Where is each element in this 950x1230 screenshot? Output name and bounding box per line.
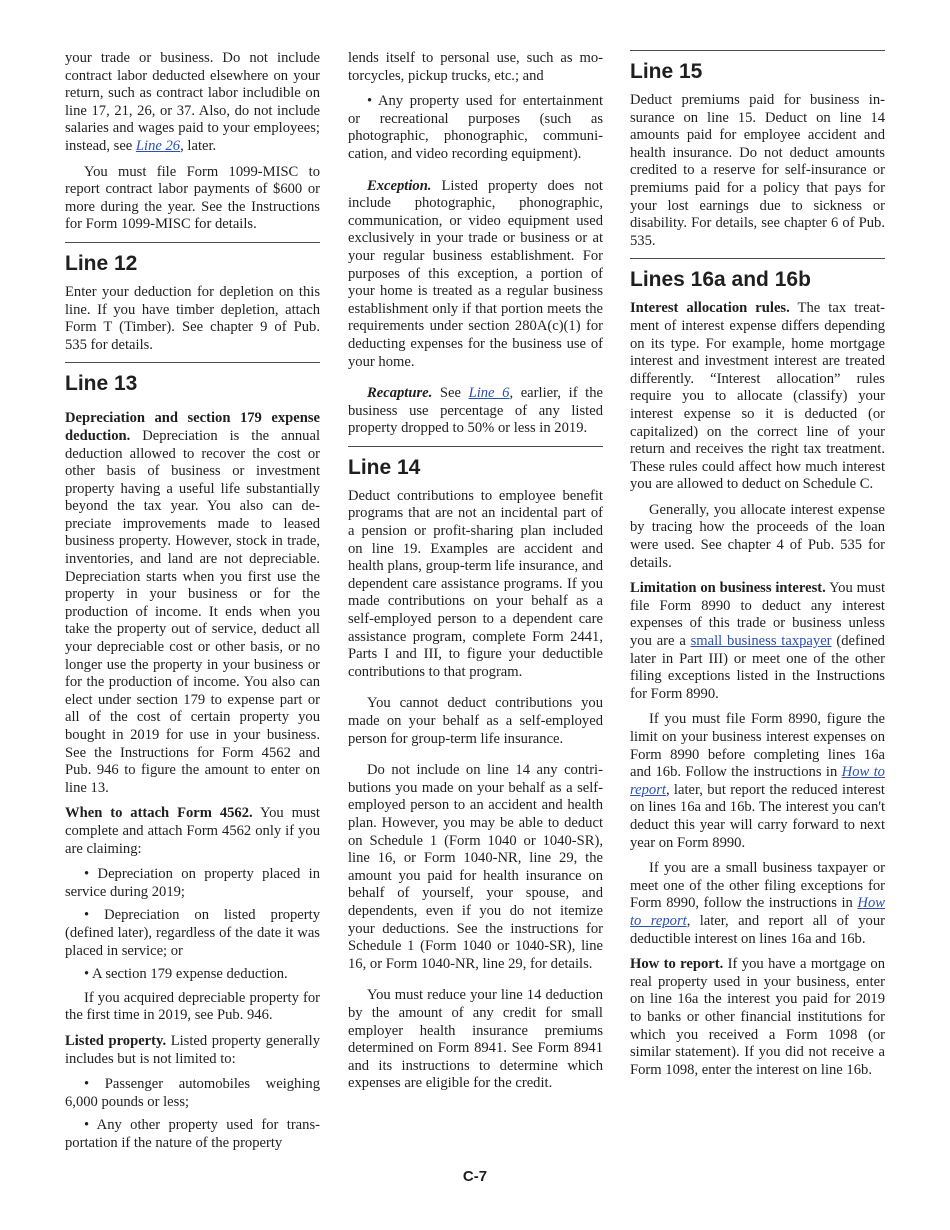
paragraph: Interest allocation rules. The tax treatment of interest expense differs depending on its type. For example, home mortgage interest and investment interest are treated differently. “Interest allocation” rules require you to allocate (classify) your interest expense so it is deducted (or capitalized) on the correct line of your return and receives the right tax treatment. These rules could affect how much interest you are allowed to deduct on Schedule C. xyxy=(630,300,885,493)
line-6-link[interactable]: Line 6 xyxy=(468,385,510,402)
heading-line-13: Line 13 xyxy=(65,362,320,396)
paragraph: Deduct premiums paid for business insurance on line 15. Deduct on line 14 amounts paid for employee accident and health insurance. Do not deduct amounts credited to a reserve for self-insurance or premiums paid for a policy that pays for your lost earnings due to sickness or disability. For details, see chapter 6 of Pub. 535. xyxy=(630,92,885,249)
column-left xyxy=(65,50,320,1158)
heading-line-12: Line 12 xyxy=(65,242,320,276)
bullet-item: • Depreciation on listed property (defined later), regardless of the date it was placed in service; or xyxy=(65,907,320,959)
paragraph: You cannot deduct contributions you made on your behalf as a self-employed person for group-term life insurance. xyxy=(348,695,603,747)
heading-line-15: Line 15 xyxy=(630,50,885,84)
how-to-report-link[interactable]: How to report xyxy=(630,764,885,798)
bullet-item: • Any other property used for transportation if the nature of the property xyxy=(65,1117,321,1151)
paragraph: If you acquired depreciable property for the first time in 2019, see Pub. 946. xyxy=(65,989,320,1024)
bullet-item: • Any property used for entertainment or recreational purposes (such as photographic, phonographic, communication, and video recording equipment). xyxy=(348,93,604,162)
paragraph: You must reduce your line 14 deduction by the amount of any credit for small employer health insurance premiums determined on Form 8941. See Form 8941 and its instructions to determine which expenses are eligible for the credit. xyxy=(348,987,603,1092)
heading-line-14: Line 14 xyxy=(348,446,603,480)
how-to-report-link[interactable]: How to report xyxy=(630,895,885,929)
page-number: C-7 xyxy=(462,1168,488,1185)
paragraph: You must file Form 1099-MISC to report contract labor payments of $600 or more during the year. See the Instructions for Form 1099-MISC for details. xyxy=(65,163,320,233)
small-business-taxpayer-link[interactable]: small business taxpayer xyxy=(690,633,832,650)
paragraph: Deduct contributions to employee benefit programs that are not an incidental part of a pension or profit-sharing plan included on line 19. Examples are accident and health plans, group-term life insurance, and dependent care assistance programs. If you made contributions on your behalf as a self-employed person to a dependent care assistance program, complete Form 2441, Parts I and III, to figure your deductible contributions to that program. xyxy=(348,487,603,680)
bullet-item: • Depreciation on property placed in service during 2019; xyxy=(65,866,321,900)
paragraph: How to report. If you have a mortgage on real property used in your business, enter on line 16a the interest you paid for 2019 to banks or other financial institutions for which you received a Form 1098 (or similar statement). If you did not receive a Form 1098, enter the interest on line 16b. xyxy=(630,956,886,1078)
paragraph: lends itself to personal use, such as motorcycles, pickup trucks, etc.; and xyxy=(348,50,603,84)
heading-lines-16a-16b: Lines 16a and 16b xyxy=(630,258,885,292)
paragraph: Listed property. Listed property generally includes but is not limited to: xyxy=(65,1032,320,1067)
paragraph: Exception. Listed property does not include photographic, phonographic, communication, or video equipment used exclusively in your trade or business or at your regular business establishment. For purposes of this exception, a portion of your home is treated as a regular business establishment only if that portion meets the requirements under section 280A(c)(1) for deducting expenses for the business use of your home. xyxy=(348,177,603,370)
paragraph: If you are a small business taxpayer or meet one of the other filing exceptions for Form 8990, follow the instructions in How to report, later, and report all of your deductible interest on lines 16a and 16b. xyxy=(630,860,886,947)
bullet-item: • Passenger automobiles weighing 6,000 pounds or less; xyxy=(65,1076,320,1110)
paragraph: Recapture. See Line 6, earlier, if the business use percentage of any listed property dropped to 50% or less in 2019. xyxy=(348,385,603,437)
paragraph: Do not include on line 14 any contributions you made on your behalf as a self-employed person to an accident and health plan. However, you may be able to deduct on Schedule 1 (Form 1040 or 1040-SR), line 16, or Form 1040-NR, line 29, the amount you paid for health insurance on behalf of yourself, your spouse, and dependents, even if you do not itemize your deductions. See the instructions for Schedule 1 (Form 1040 or 1040-SR), line 16, or Form 1040-NR, line 29, for details. xyxy=(348,762,603,972)
column-right xyxy=(630,50,885,1087)
paragraph: Limitation on business interest. You must file Form 8990 to deduct any interest expenses of this trade or business unless you are a small business taxpayer (defined later in Part III) or meet one of the other filing exceptions listed in the Instructions for Form 8990. xyxy=(630,580,886,702)
paragraph: your trade or business. Do not include contract labor deducted elsewhere on your return, such as contract labor includible on line 17, 21, 26, or 37. Also, do not include salaries and wages paid to your employees; instead, see Line 26, later. xyxy=(65,50,320,154)
paragraph: Generally, you allocate interest expense by tracing how the proceeds of the loan were used. See chapter 4 of Pub. 535 for details. xyxy=(630,501,885,571)
paragraph: When to attach Form 4562. You must complete and attach Form 4562 only if you are claiming: xyxy=(65,805,320,857)
paragraph: Enter your deduction for depletion on this line. If you have timber depletion, attach Form T (Timber). See chapter 9 of Pub. 535 for details. xyxy=(65,283,320,353)
line-26-link[interactable]: Line 26 xyxy=(135,137,181,154)
bullet-item: • A section 179 expense deduction. xyxy=(84,966,288,983)
paragraph: If you must file Form 8990, figure the limit on your business interest expenses on Form 8990 before completing lines 16a and 16b. Follow the instructions in How to report, later, but report the reduced interest on lines 16a and 16b. The interest you can't deduct this year will carry forward to next year on Form 8990. xyxy=(630,711,885,851)
column-middle xyxy=(348,50,603,1101)
paragraph: Depreciation and section 179 expense deduction. Depreciation is the annual deduction allowed to recover the cost or other basis of business or investment property having a useful life substantially beyond the tax year. You also can depreciate improvements made to leased business property. However, stock in trade, inventories, and land are not depreciable. Depreciation starts when you first use the property in your business or for the production of income. It ends when you take the property out of service, deduct all your depreciable cost or other basis, or no longer use the property in your business or for the production of income. You also can elect under section 179 to expense part or all of the cost of certain property you bought in 2019 for use in your business. See the Instructions for Form 4562 and Pub. 946 to figure the amount to enter on line 13. xyxy=(65,410,320,796)
